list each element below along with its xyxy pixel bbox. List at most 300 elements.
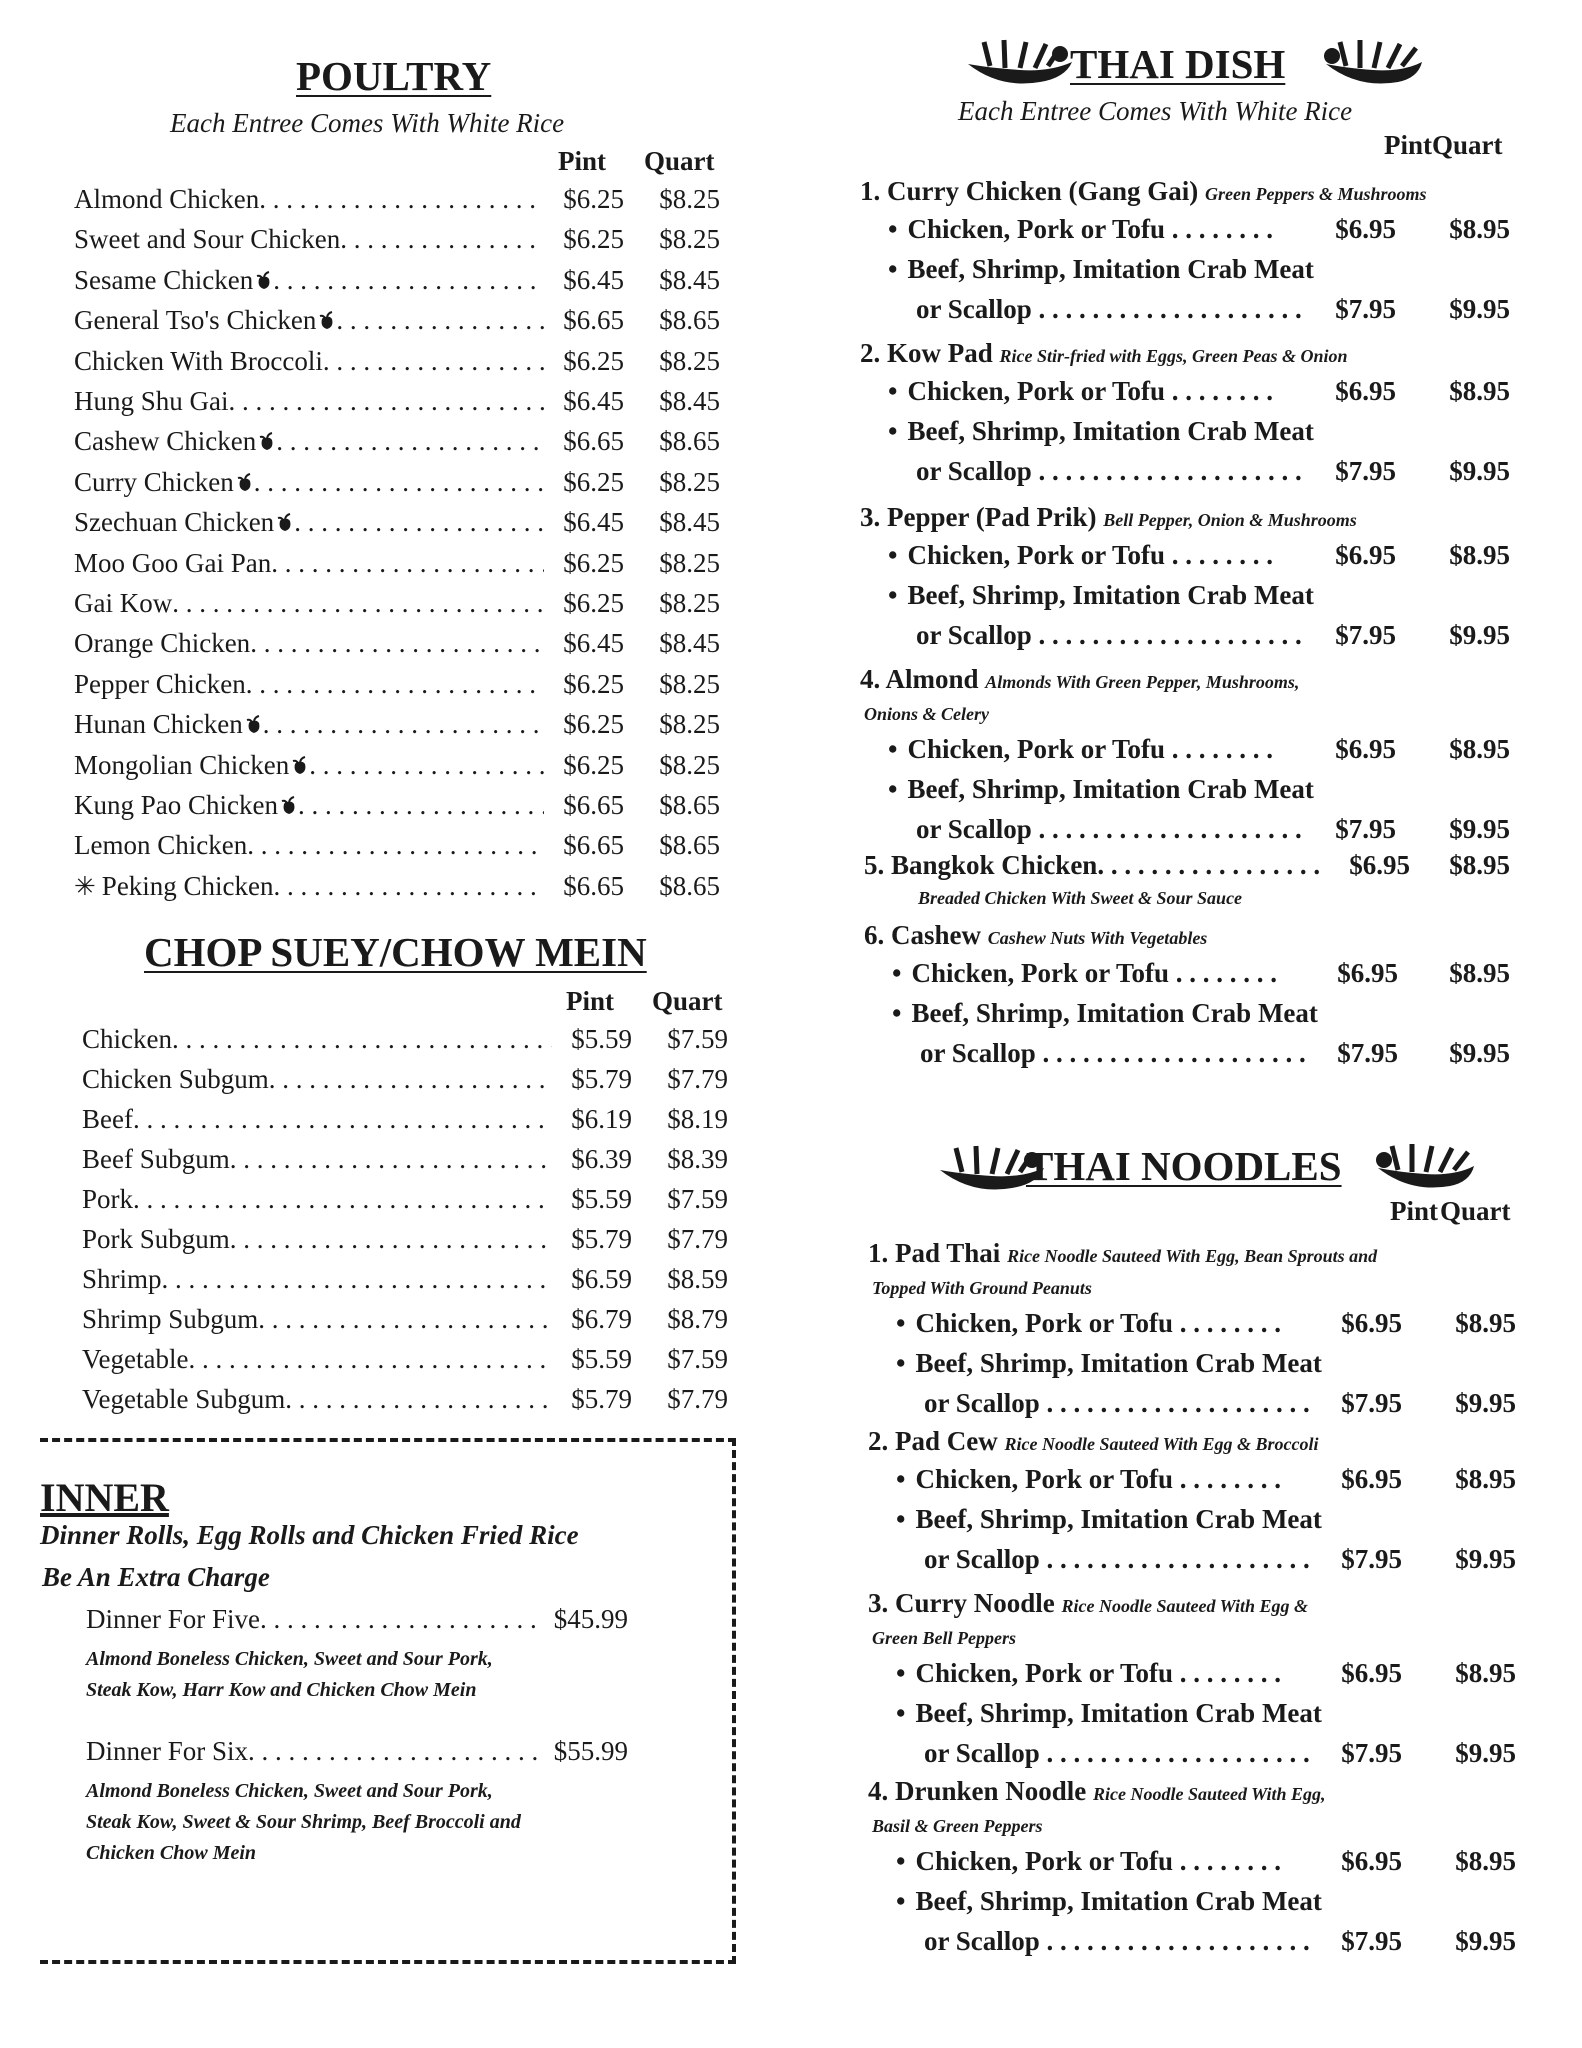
thai-option-label: or Scallop [924,1738,1040,1768]
chopsuey-item-pint: $6.39 [571,1144,632,1174]
thai-item-desc: Cashew Nuts With Vegetables [987,928,1208,948]
bullet-icon: • [888,376,898,406]
thai-option-label: Chicken, Pork or Tofu [911,958,1170,988]
poultry-item-quart: $8.25 [659,749,720,780]
poultry-item [74,588,624,628]
bullet-icon: • [896,1698,906,1728]
dot-leader [172,588,544,619]
poultry-item-label: Moo Goo Gai Pan [74,547,272,578]
poultry-item-name [74,426,276,457]
bullet-icon: • [896,1886,906,1916]
poultry-item-quart: $8.25 [659,588,720,618]
dot-leader [309,750,544,781]
thai-option-quart: $9.95 [1449,814,1510,844]
poultry-item-label: Chicken With Broccoli [74,345,323,376]
dot-leader [274,871,544,902]
poultry-item-name [74,830,247,861]
poultry-item-name [74,588,172,619]
poultry-item-pint: $6.65 [563,426,624,457]
dot-leader [250,628,544,659]
poultry-item-label: Sweet and Sour Chicken [74,224,341,255]
thai-item-heading [864,920,1207,951]
dinner-item-desc: Almond Boneless Chicken, Sweet and Sour Pork, [86,1780,493,1802]
poultry-item-pint: $6.45 [563,264,624,295]
thai-option-label: or Scallop [916,814,1032,844]
poultry-item-quart: $8.25 [659,224,720,255]
thai-option-quart: $9.95 [1449,294,1510,324]
poultry-item [74,790,624,830]
poultry-item-name [74,871,274,902]
chopsuey-item-pint: $5.79 [571,1384,632,1414]
poultry-item-quart: $8.25 [659,668,720,699]
poultry-item-pint: $6.65 [563,305,624,336]
dinner-title: INNER [40,1475,169,1520]
poultry-item-label: Hung Shu Gai [74,386,229,416]
poultry-item [74,628,624,668]
thai-item-heading [860,502,1357,533]
poultry-item-label: Peking Chicken [101,870,274,901]
thai-option-pint: $6.95 [1337,958,1398,988]
thai-option-pint: $6.95 [1335,540,1396,570]
thai-option-pint: $6.95 [1335,376,1396,406]
poultry-item [74,265,624,305]
poultry-item [74,224,624,264]
thai-item-name: 2. Kow Pad [860,338,993,368]
thai-boat-icon [1370,1138,1480,1198]
thai-option-label: Beef, Shrimp, Imitation Crab Meat [911,998,1318,1028]
poultry-item-quart: $8.45 [659,628,720,659]
dot-leader: . . . . . . . . . . . . . . . . . . . . [1039,1926,1310,1956]
poultry-item [74,184,624,224]
chopsuey-item-name [82,1144,230,1175]
thai-option-label: Chicken, Pork or Tofu [915,1308,1174,1338]
dot-leader: . . . . . . . . [1173,1846,1282,1876]
dinner-item [86,1736,628,1776]
poultry-item [74,346,624,386]
poultry-item-name [74,265,273,296]
thai-item-desc: Rice Stir-fried with Eggs, Green Peas & Onion [999,346,1348,366]
dot-leader [271,548,544,579]
thai-option-label: Beef, Shrimp, Imitation Crab Meat [907,774,1314,804]
thai-option-label: Chicken, Pork or Tofu [915,1464,1174,1494]
thai-boat-icon [960,34,1080,94]
hot-pepper-icon [276,513,294,533]
thai-dish-item [864,850,1410,890]
poultry-item-label: Cashew Chicken [74,426,257,457]
dot-leader [285,1384,552,1415]
thai-option-label: Chicken, Pork or Tofu [915,1658,1174,1688]
poultry-item-name [74,669,246,700]
thai-noodles-quart-header: Quart [1440,1196,1511,1226]
poultry-item-name [74,628,250,659]
thai-dish-title: THAI DISH [1070,41,1286,87]
poultry-item [74,305,624,345]
thai-option-pint: $6.95 [1335,214,1396,244]
poultry-item-quart: $8.25 [659,547,720,578]
hot-pepper-icon [291,756,309,776]
chopsuey-item-pint: $6.59 [571,1264,632,1294]
chopsuey-item-label: Chicken Subgum [82,1064,269,1094]
chopsuey-item [82,1184,632,1224]
chopsuey-item-label: Pork Subgum [82,1224,230,1254]
dot-leader [269,1064,552,1095]
poultry-item-quart: $8.65 [659,790,720,820]
thai-option-cont [916,294,1302,325]
bullet-icon: • [888,580,898,610]
poultry-item-name [74,548,271,579]
thai-option-pint: $6.95 [1341,1846,1402,1876]
chopsuey-item-label: Chicken [82,1024,172,1054]
bullet-icon: • [888,214,898,244]
chopsuey-item-pint: $5.79 [571,1064,632,1094]
dot-leader [133,1184,552,1215]
thai-option [888,376,1273,407]
thai-option-cont [916,814,1302,845]
thai-option-quart: $9.95 [1449,1038,1510,1068]
poultry-item [74,386,624,426]
thai-option-pint: $7.95 [1341,1926,1402,1956]
thai-option-quart: $9.95 [1455,1388,1516,1418]
dot-leader [323,346,544,377]
thai-option-pint: $7.95 [1335,294,1396,324]
dinner-item-name: Dinner For Five [86,1604,260,1634]
poultry-item-name [74,224,340,255]
poultry-subtitle: Each Entree Comes With White Rice [170,108,565,138]
thai-option-pint: $6.95 [1349,850,1410,880]
thai-dish-subtitle: Each Entree Comes With White Rice [958,96,1353,126]
poultry-item-pint: $6.25 [563,709,624,740]
chopsuey-item-quart: $8.79 [667,1304,728,1334]
poultry-item-quart: $8.65 [659,305,720,336]
thai-option [896,1698,1322,1729]
dinner-item-desc: Steak Kow, Harr Kow and Chicken Chow Mein [86,1679,477,1701]
poultry-item-quart: $8.65 [659,426,720,457]
thai-item-heading [868,1776,1326,1807]
poultry-item-quart: $8.25 [659,345,720,376]
dot-leader: . . . . . . . . [1165,734,1274,764]
thai-option-cont [920,1038,1306,1069]
dot-leader: . . . . . . . . [1165,376,1274,406]
poultry-item-name [74,507,294,538]
dot-leader: . . . . . . . . . . . . . . . . . . . . [1031,814,1302,844]
poultry-quart-header: Quart [644,146,715,176]
poultry-item-label: General Tso's Chicken [74,305,317,336]
chopsuey-item-name [82,1384,285,1415]
chopsuey-item-quart: $7.79 [667,1224,728,1254]
dot-leader [254,467,544,498]
chopsuey-item-quart: $7.59 [667,1024,728,1054]
hot-pepper-icon [318,311,336,331]
thai-item-name: 3. Pepper (Pad Prik) [860,502,1097,532]
thai-item-heading [868,1238,1377,1269]
thai-item-heading [868,1588,1308,1619]
poultry-item-pint: $6.65 [563,870,624,901]
poultry-item-name [74,305,336,336]
poultry-item-pint: $6.25 [563,466,624,497]
chopsuey-item-quart: $8.19 [667,1104,728,1134]
dot-leader [259,184,544,215]
thai-option-label: or Scallop [924,1544,1040,1574]
thai-option-label: Beef, Shrimp, Imitation Crab Meat [915,1348,1322,1378]
thai-option-pint: $7.95 [1335,620,1396,650]
thai-option-quart: $8.95 [1449,734,1510,764]
thai-option-quart: $8.95 [1455,1308,1516,1338]
thai-item-desc: Bell Pepper, Onion & Mushrooms [1103,510,1357,530]
thai-dish-quart-header: Quart [1432,130,1503,160]
thai-option-quart: $8.95 [1449,540,1510,570]
chopsuey-item-quart: $8.39 [667,1144,728,1174]
thai-item-desc: Green Peppers & Mushrooms [1205,184,1427,204]
thai-option [888,254,1314,285]
bullet-icon: • [896,1658,906,1688]
poultry-item-pint: $6.65 [563,830,624,861]
thai-option-pint: $7.95 [1335,814,1396,844]
thai-option-pint: $7.95 [1341,1388,1402,1418]
thai-item-desc-line2: Onions & Celery [864,704,990,724]
thai-dish-pint-header: Pint [1384,130,1433,160]
poultry-title: POULTRY [296,53,492,99]
thai-item-heading [860,176,1427,207]
bullet-icon: • [896,1846,906,1876]
thai-option-label: Beef, Shrimp, Imitation Crab Meat [915,1698,1322,1728]
dot-leader: . . . . . . . . . . . . . . . . . . . . [1031,620,1302,650]
thai-option-label: or Scallop [920,1038,1036,1068]
poultry-item-pint: $6.45 [563,386,624,416]
thai-option [888,540,1273,571]
thai-option-pint: $6.95 [1341,1658,1402,1688]
thai-option-cont [916,456,1302,487]
thai-item-name: 3. Curry Noodle [868,1588,1055,1618]
poultry-item-pint: $6.25 [563,749,624,780]
thai-option [896,1348,1322,1379]
thai-option-label: Chicken, Pork or Tofu [907,214,1166,244]
poultry-item-label: Orange Chicken [74,628,251,659]
bullet-icon: • [892,998,902,1028]
poultry-item-label: Kung Pao Chicken [74,790,278,820]
dot-leader [340,224,544,255]
thai-option [896,1886,1322,1917]
poultry-item-label: Curry Chicken [74,466,234,497]
bullet-icon: • [896,1464,906,1494]
hot-pepper-icon [280,796,298,816]
poultry-item-pint: $6.25 [563,345,624,376]
thai-option-label: Beef, Shrimp, Imitation Crab Meat [907,254,1314,284]
thai-item-name: 4. Almond [860,664,979,694]
dot-leader [230,1144,552,1175]
poultry-item-quart: $8.25 [659,709,720,740]
thai-option-label: Chicken, Pork or Tofu [907,734,1166,764]
poultry-item [74,709,624,749]
poultry-item-name [74,750,309,781]
thai-item-name: 4. Drunken Noodle [868,1776,1087,1806]
thai-item-desc-line2: Green Bell Peppers [872,1628,1016,1648]
chopsuey-item-label: Vegetable [82,1344,189,1374]
dinner-note-line2: Be An Extra Charge [42,1562,270,1592]
chopsuey-item-quart: $8.59 [667,1264,728,1294]
bullet-icon: • [896,1348,906,1378]
thai-option-pint: $6.95 [1335,734,1396,764]
thai-option-quart: $8.95 [1455,1658,1516,1688]
thai-item-desc: Rice Noodle Sauteed With Egg, [1093,1784,1326,1804]
poultry-item-quart: $8.65 [659,870,720,901]
chopsuey-title: CHOP SUEY/CHOW MEIN [144,929,647,975]
dot-leader: . . . . . . . . . . . . . . . . . . . . [1039,1544,1310,1574]
thai-item-desc: Rice Noodle Sauteed With Egg & [1061,1596,1308,1616]
bullet-icon: • [888,254,898,284]
dinner-note-line1: Dinner Rolls, Egg Rolls and Chicken Fried Rice [40,1520,579,1550]
poultry-item-label: Almond Chicken [74,184,260,214]
dot-leader: . . . . . . . . . . . . . . . . . . . . [1031,456,1302,486]
dot-leader [263,709,544,740]
hot-pepper-icon [255,271,273,291]
dinner-item [86,1604,628,1644]
dot-leader [273,265,544,296]
poultry-item-name [74,386,229,417]
chopsuey-item-name [82,1024,172,1055]
thai-item-name: 2. Pad Cew [868,1426,998,1456]
thai-option-label: Beef, Shrimp, Imitation Crab Meat [915,1504,1322,1534]
poultry-pint-header: Pint [558,146,607,176]
chopsuey-item-pint: $5.59 [571,1184,632,1214]
poultry-item-pint: $6.25 [563,588,624,618]
hot-pepper-icon [236,473,254,493]
hot-pepper-icon [245,715,263,735]
chopsuey-item-name [82,1224,230,1255]
chopsuey-item-pint: $6.79 [571,1304,632,1334]
chopsuey-item-label: Pork [82,1184,134,1214]
chopsuey-item-quart: $7.59 [667,1344,728,1374]
poultry-item [74,830,624,870]
thai-noodles-title: THAI NOODLES [1026,1143,1342,1189]
poultry-item-pint: $6.25 [563,184,624,214]
thai-option [896,1464,1281,1495]
poultry-item [74,467,624,507]
thai-option [888,580,1314,611]
dinner-item-desc: Steak Kow, Sweet & Sour Shrimp, Beef Broccoli and [86,1811,521,1833]
poultry-item-quart: $8.65 [659,830,720,861]
dot-leader: . . . . . . . . [1173,1658,1282,1688]
chopsuey-item-name [82,1264,162,1295]
bullet-icon: • [892,958,902,988]
poultry-item [74,426,624,466]
thai-option [892,958,1277,989]
dot-leader [260,1604,538,1635]
thai-item-heading [860,664,1299,695]
poultry-item-pint: $6.45 [563,628,624,659]
thai-item-desc-line2: Basil & Green Peppers [872,1816,1043,1836]
hot-pepper-icon [258,432,276,452]
thai-item-name: 6. Cashew [864,920,982,950]
chopsuey-item-label: Beef [82,1104,133,1134]
thai-boat-icon [1318,34,1428,94]
thai-option [896,1846,1281,1877]
thai-option-label: Chicken, Pork or Tofu [907,376,1166,406]
chopsuey-item-pint: $5.59 [571,1344,632,1374]
dot-leader [172,1024,552,1055]
bullet-icon: • [888,774,898,804]
chopsuey-item-name [82,1184,133,1215]
dot-leader [276,426,544,457]
star-icon: ✳ [74,871,96,901]
thai-item-heading [868,1426,1319,1457]
poultry-item-pint: $6.25 [563,668,624,699]
thai-option-quart: $8.95 [1449,376,1510,406]
chopsuey-item-label: Vegetable Subgum [82,1384,286,1414]
chopsuey-item [82,1224,632,1264]
dot-leader [230,1224,552,1255]
thai-option [888,774,1314,805]
chopsuey-item [82,1344,632,1384]
chopsuey-item-quart: $7.79 [667,1384,728,1414]
poultry-item-pint: $6.45 [563,507,624,538]
poultry-item-quart: $8.25 [659,184,720,214]
bullet-icon: • [888,540,898,570]
thai-option-label: or Scallop [916,456,1032,486]
thai-option-label: or Scallop [924,1926,1040,1956]
chopsuey-item-pint: $5.59 [571,1024,632,1054]
thai-item-name: 5. Bangkok Chicken [864,850,1098,880]
thai-item-name: 1. Curry Chicken (Gang Gai) [860,176,1199,206]
thai-option-quart: $9.95 [1455,1738,1516,1768]
thai-noodles-pint-header: Pint [1390,1196,1439,1226]
thai-option-cont [924,1926,1310,1957]
poultry-item-quart: $8.45 [659,264,720,295]
thai-option-label: or Scallop [924,1388,1040,1418]
thai-option-quart: $9.95 [1449,456,1510,486]
poultry-item-label: Gai Kow [74,588,173,618]
thai-item-desc: Rice Noodle Sauteed With Egg & Broccoli [1004,1434,1319,1454]
poultry-item-quart: $8.45 [659,386,720,416]
thai-item-desc-line2: Topped With Ground Peanuts [872,1278,1092,1298]
thai-option [888,734,1273,765]
chopsuey-item-pint: $6.19 [571,1104,632,1134]
thai-option-cont [924,1388,1310,1419]
dot-leader: . . . . . . . . [1165,540,1274,570]
poultry-item-name [74,467,254,498]
thai-option-cont [924,1544,1310,1575]
poultry-item-pint: $6.65 [563,790,624,820]
thai-item-desc: Rice Noodle Sauteed With Egg, Bean Sprouts and [1007,1246,1378,1266]
thai-item-desc: Breaded Chicken With Sweet & Sour Sauce [918,888,1243,908]
dot-leader [188,1344,552,1375]
dot-leader [294,507,544,538]
dot-leader [258,1304,552,1335]
thai-option-pint: $7.95 [1337,1038,1398,1068]
thai-option-quart: $8.95 [1455,1464,1516,1494]
chopsuey-item-label: Shrimp [82,1264,162,1294]
chopsuey-item-name [82,1064,269,1095]
dot-leader [247,830,544,861]
thai-option [896,1504,1322,1535]
thai-option [896,1658,1281,1689]
chopsuey-item-quart: $7.59 [667,1184,728,1214]
bullet-icon: • [896,1308,906,1338]
chopsuey-item [82,1144,632,1184]
thai-option-label: Beef, Shrimp, Imitation Crab Meat [907,580,1314,610]
chopsuey-item-name [82,1104,133,1135]
chopsuey-item-name [82,1304,258,1335]
thai-option [892,998,1318,1029]
thai-option-pint: $6.95 [1341,1308,1402,1338]
dinner-item-name: Dinner For Six [86,1736,248,1766]
poultry-item-label: Hunan Chicken [74,709,243,740]
dot-leader [248,1736,538,1767]
dot-leader: . . . . . . . . [1173,1464,1282,1494]
thai-item-heading [860,338,1348,369]
thai-option-label: or Scallop [916,620,1032,650]
dinner-item-desc: Almond Boneless Chicken, Sweet and Sour Pork, [86,1648,493,1670]
poultry-item-name [74,346,323,377]
